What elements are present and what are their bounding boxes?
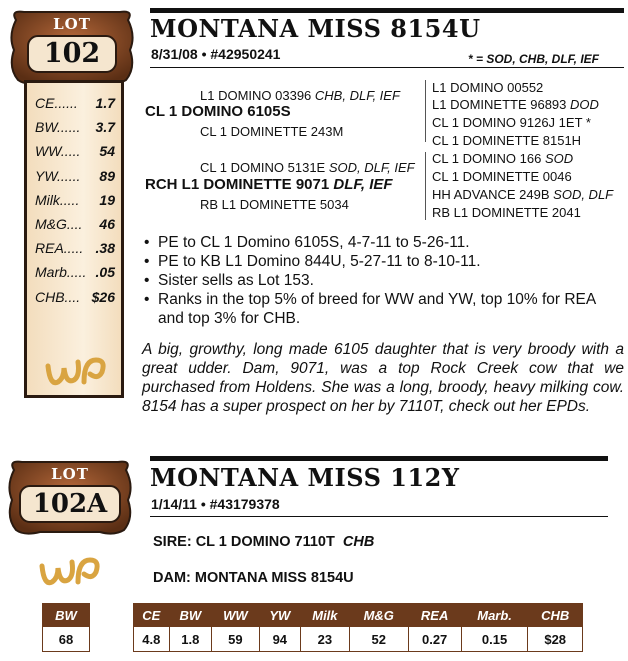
epd-label: YW...... (35, 167, 81, 184)
epd-label: BW...... (35, 119, 81, 136)
epd-row (35, 141, 115, 161)
note-item: • Ranks in the top 5% of breed for WW and YW, top 10% for REA and top 3% for CHB. (144, 290, 624, 328)
pedigree-dam-sire: CL 1 DOMINO 5131E SOD, DLF, IEF (200, 160, 415, 175)
pedigree-g8: RB L1 DOMINETTE 2041 (432, 205, 581, 220)
notes-list (144, 233, 624, 328)
pedigree-divider (425, 152, 426, 220)
pedigree-sire-dam: CL 1 DOMINETTE 243M (200, 124, 344, 139)
epd-value: 94 (259, 627, 300, 652)
epd-value: 0.15 (461, 627, 528, 652)
epd-value: 19 (99, 191, 115, 208)
epd-value: 54 (99, 143, 115, 160)
epd-row (35, 214, 115, 234)
header-rule (150, 8, 624, 13)
epd-header: CE (134, 604, 170, 627)
lot-number: 102 (43, 38, 101, 69)
pedigree-g1: L1 DOMINO 00552 (432, 80, 544, 95)
epd-header: WW (212, 604, 260, 627)
legend-note: * = SOD, CHB, DLF, IEF (468, 52, 600, 66)
epd-label: WW..... (35, 143, 81, 160)
header-rule (150, 456, 608, 461)
epd-label: M&G.... (35, 216, 83, 232)
note-item: • PE to KB L1 Domino 844U, 5-27-11 to 8-10-11. (144, 252, 624, 271)
epd-row (35, 262, 115, 282)
birth-weight-table (42, 603, 90, 652)
pedigree-g4: CL 1 DOMINETTE 8151H (432, 133, 582, 148)
bw-value: 68 (43, 627, 90, 652)
lot-description: A big, growthy, long made 6105 daughter that is very broody with a great udder. Dam, 9071, was a top Rock Creek cow that we purchased from Holdens. She was a long, broody, heavy milking cow. 8154 has a super prospect on her by 7110T, check out her EPDs. (142, 341, 624, 415)
bw-header: BW (43, 604, 90, 627)
pedigree-g5: CL 1 DOMINO 166 SOD (432, 151, 574, 166)
epd-row (35, 287, 115, 307)
pedigree-dam: RCH L1 DOMINETTE 9071 DLF, IEF (145, 176, 393, 193)
epd-value: .05 (95, 264, 115, 281)
epd-value: 4.8 (134, 627, 170, 652)
epd-header: Milk (300, 604, 349, 627)
pedigree-g2: L1 DOMINETTE 96893 DOD (432, 97, 599, 112)
epd-row (35, 190, 115, 210)
epd-value: 89 (99, 167, 115, 184)
pedigree-sire-sire: L1 DOMINO 03396 CHB, DLF, IEF (200, 88, 400, 103)
lot-badge (4, 456, 136, 538)
epd-header: M&G (349, 604, 408, 627)
pedigree-g3: CL 1 DOMINO 9126J 1ET * (432, 115, 591, 130)
epd-table (133, 603, 583, 652)
epd-value: 52 (349, 627, 408, 652)
epd-header: YW (259, 604, 300, 627)
pedigree-divider (425, 80, 426, 142)
pedigree-sire: CL 1 DOMINO 6105S (145, 103, 291, 120)
header-divider (150, 67, 624, 68)
epd-header: CHB (528, 604, 583, 627)
sire-line: SIRE: CL 1 DOMINO 7110T CHB (153, 534, 375, 550)
epd-value: 46 (99, 216, 115, 232)
brand-icon (44, 352, 108, 392)
brand-icon (38, 552, 102, 592)
note-item: • Sister sells as Lot 153. (144, 271, 624, 290)
lot-word: LOT (51, 465, 89, 483)
animal-name: MONTANA MISS 8154U (150, 14, 481, 43)
epd-value: 1.8 (169, 627, 211, 652)
epd-value: 59 (212, 627, 260, 652)
epd-value: 3.7 (95, 119, 115, 136)
epd-header: REA (408, 604, 461, 627)
animal-name: MONTANA MISS 112Y (150, 463, 460, 492)
pedigree-g6: CL 1 DOMINETTE 0046 (432, 169, 572, 184)
epd-label: CE...... (35, 95, 78, 111)
epd-row (35, 93, 115, 113)
epd-value: 23 (300, 627, 349, 652)
epd-value: $28 (528, 627, 583, 652)
epd-row (35, 117, 115, 137)
epd-value: 0.27 (408, 627, 461, 652)
epd-value: $26 (91, 288, 115, 305)
epd-label: Marb..... (35, 264, 87, 281)
epd-row (35, 166, 115, 186)
epd-column (24, 80, 124, 398)
lot-number: 102A (32, 489, 108, 519)
epd-label: REA..... (35, 240, 84, 257)
pedigree-dam-dam: RB L1 DOMINETTE 5034 (200, 197, 349, 212)
epd-value: .38 (95, 240, 115, 257)
note-item: • PE to CL 1 Domino 6105S, 4-7-11 to 5-26-11. (144, 233, 624, 252)
epd-value: 1.7 (95, 95, 115, 111)
epd-row (35, 238, 115, 258)
pedigree-g7: HH ADVANCE 249B SOD, DLF (432, 187, 614, 202)
birthdate-registration: 1/14/11 • #43179378 (151, 496, 280, 512)
lot-badge (6, 6, 138, 88)
epd-header: Marb. (461, 604, 528, 627)
epd-header: BW (169, 604, 211, 627)
dam-line: DAM: MONTANA MISS 8154U (153, 570, 354, 586)
epd-label: CHB.... (35, 288, 81, 305)
epd-label: Milk..... (35, 191, 80, 208)
header-divider (150, 516, 608, 517)
lot-word: LOT (53, 15, 91, 33)
birthdate-registration: 8/31/08 • #42950241 (151, 46, 281, 62)
